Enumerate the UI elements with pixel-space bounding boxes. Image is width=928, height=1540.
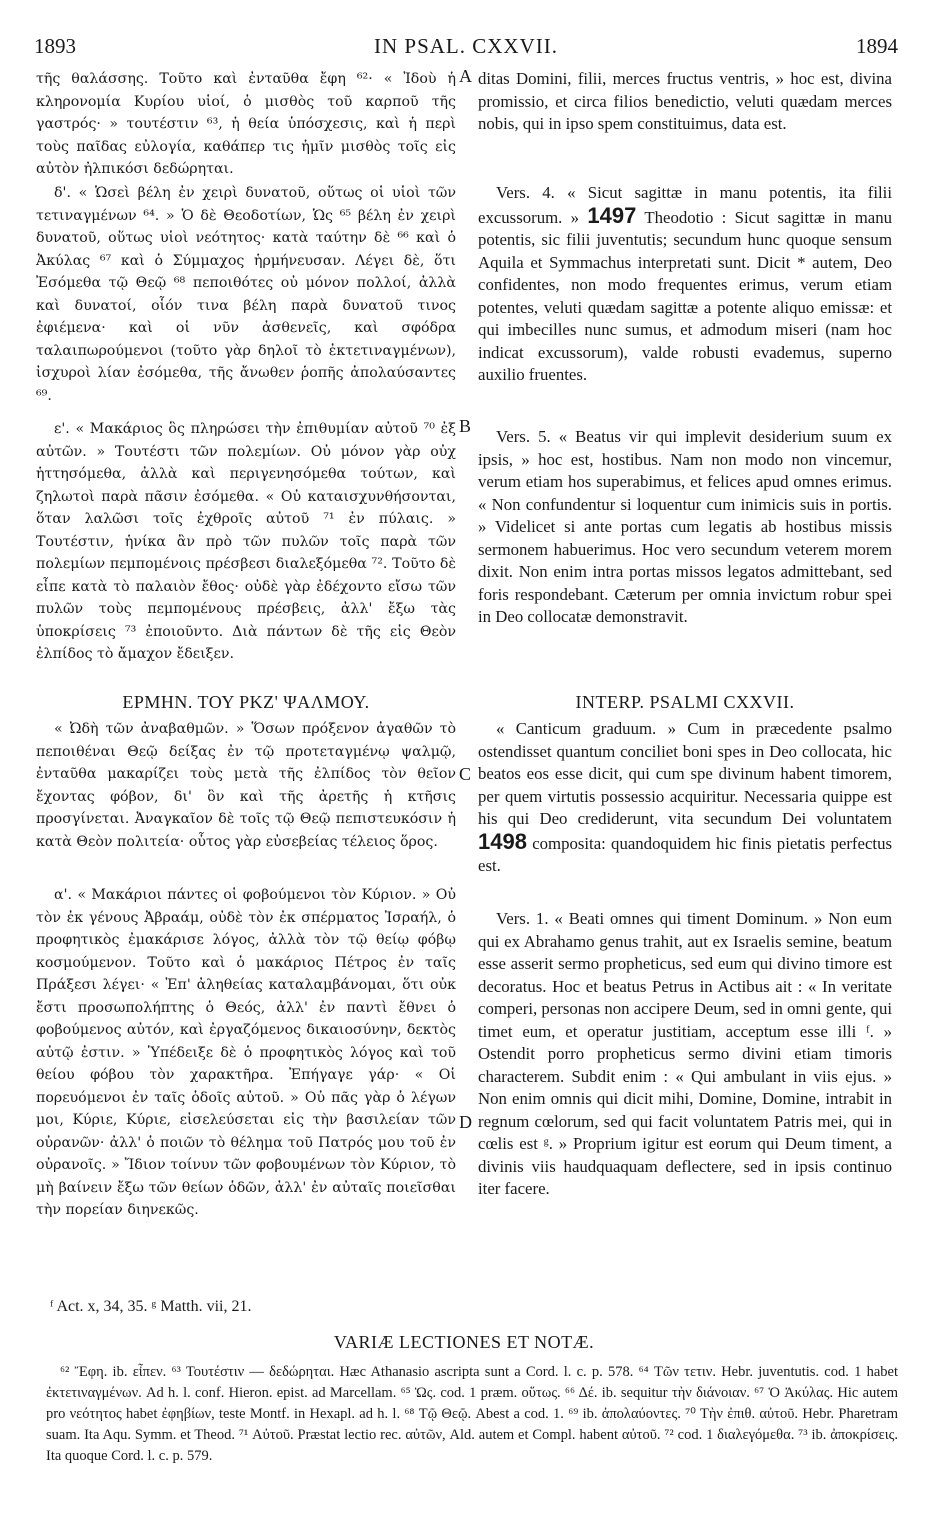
notes-heading: VARIÆ LECTIONES ET NOTÆ. bbox=[333, 1332, 595, 1352]
margin-mark-b: B bbox=[459, 416, 472, 436]
right-page-number: 1894 bbox=[856, 34, 898, 58]
latin-paragraph-intro bbox=[478, 718, 892, 878]
greek-paragraph-intro: « Ὠδὴ τῶν ἀναβαθμῶν. » Ὅσων πρόξενον ἀγαθῶν τὸ πεποιθέναι Θεῷ δείξας ἐν τῷ προτεταγμένῳ ψαλμῷ, ἐνταῦθα μακαρίζει τοὺς μετὰ τῆς ἐλπίδος τὸν θεῖον ἔχοντας φόβον, δι' ὃν καὶ τῆς ἀρετῆς ἡ κτῆσις προσγίνεται. Ἀναγκαῖον δὲ τοῖς τῷ Θεῷ πεπιστευκόσιν ἡ κατὰ Θεὸν πολιτεία· οὗτος γὰρ εὐσεβείας τέλειος ὅρος. bbox=[36, 721, 456, 850]
notes-text: ⁶² Ἔφη. ib. εἶπεν. ⁶³ Τουτέστιν — δεδώρηται. Hæc Athanasio ascripta sunt a Cord. l. c. p. 578. ⁶⁴ Τῶν τετιν. Hebr. juventutis. cod. 1 habet ἐκτετιναγμένων. Ad h. l. conf. Hieron. epist. ad Marcellam. ⁶⁵ Ὡς. cod. 1 præm. οὕτως. ⁶⁶ Δέ. ib. sequitur τὴν διάνοιαν. ⁶⁷ Ὁ Ἀκύλας. Hic autem pro νεότητος habet ἐφηβίων, teste Montf. in Hexapl. ad h. l. ⁶⁸ Τῷ Θεῷ. Abest a cod. 1. ⁶⁹ ib. ἀπολαύοντες. ⁷⁰ Τὴν ἐπιθ. αὐτοῦ. Hebr. Pharetram suam. Ita Aqu. Symm. et Theod. ⁷¹ Αὐτοῦ. Præstat lectio rec. αὐτῶν, Ald. autem et Compl. habent αὐτοῦ. ⁷² cod. 1 διαλεγόμεθα. ⁷³ ib. ἀποκρίσεις. Ita quoque Cord. l. c. p. 579. bbox=[46, 1364, 898, 1464]
greek-paragraph-1: τῆς θαλάσσης. Τοῦτο καὶ ἐνταῦθα ἔφη ⁶²· « Ἰδοὺ ἡ κληρονομία Κυρίου υἱοί, ὁ μισθὸς τοῦ καρποῦ τῆς γαστρός· » τουτέστιν ⁶³, ἡ θεία ὑπόσχεσις, καὶ ἡ περὶ τοὺς παῖδας εὐλογία, καθάπερ τις ἡμῖν μισθὸς τοῖς εἰς αὐτὸν ἠλπικόσι δεδώρηται. bbox=[36, 71, 456, 177]
greek-paragraph-verse-5: ε'. « Μακάριος ὃς πληρώσει τὴν ἐπιθυμίαν αὐτοῦ ⁷⁰ ἐξ αὐτῶν. » Τουτέστι τῶν πολεμίων. Οὐ μόνον γὰρ οὐχ ἡττησόμεθα, ἀλλὰ καὶ περιγενησόμεθα τούτων, καὶ ζηλωτοὶ παρὰ πᾶσιν ἐσόμεθα. « Οὐ καταισχυνθήσονται, ὅταν λαλῶσι τοῖς ἐχθροῖς αὐτοῦ ⁷¹ ἐν πύλαις. » Τουτέστιν, ἡνίκα ἂν πρὸ τῶν πυλῶν τοῖς παρὰ τῶν πολεμίων πεμπομένοις πρέσβεσι διαλεξόμεθα ⁷². Τοῦτο δὲ εἶπε κατὰ τὸ παλαιὸν ἔθος· οὐδὲ γὰρ ἐδέχοντο εἴσω τῶν πυλῶν τοὺς πεμπομένους πρέσβεις, ἀλλ' ἔξω τὰς ὑποκρίσεις ⁷³ ἐποιοῦντο. Διὰ πάντων δὲ τῆς εἰς Θεὸν ἐλπίδος τὸ ἄμαχον ἔδειξεν. bbox=[36, 421, 456, 662]
running-header bbox=[34, 34, 898, 60]
latin-paragraph-1: ditas Domini, filii, merces fructus ventris, » hoc est, divina promissio, et circa filios benedictio, veluti quædam merces nobis, qui in ipso spem constituimus, data est. bbox=[478, 69, 892, 133]
latin-psalm-heading: INTERP. PSALMI CXXVII. bbox=[575, 692, 795, 712]
latin-intro-text-end: composita: quandoquidem hic finis pietatis perfectus est. bbox=[478, 833, 892, 875]
column-number-1498: 1498 bbox=[478, 828, 527, 854]
latin-verse-4-lemma: Vers. 4. « Sicut sagittæ in manu potentis, ita filii excussorum. » bbox=[478, 183, 892, 227]
latin-paragraph-verse-5: Vers. 5. « Beatus vir qui implevit desiderium suum ex ipsis, » hoc est, hostibus. Nam non modo non vincemur, verum etiam hos superabimus, et felices apud omnes erimus. « Non confundentur si loquentur cum inimicis suis in portis. » Videlicet si ante portas cum legatis ab hostibus missis sermonem habuerimus. Hoc vero secundum veterem morem dixit. Non enim intra portas missos legatos admittebant, sed foris respondebant. Cæterum per omnia invictum robur spei in Deo collocatæ demonstravit. bbox=[478, 427, 892, 626]
page-title: IN PSAL. CXXVII. bbox=[374, 34, 558, 58]
footnote-references: ᶠ Act. x, 34, 35. ᵍ Matth. vii, 21. bbox=[50, 1298, 252, 1315]
latin-paragraph-verse-4 bbox=[478, 182, 892, 387]
latin-paragraph-verse-1: Vers. 1. « Beati omnes qui timent Dominum. » Non eum qui ex Abrahamo genus trahit, aut ex Israelis semine, beatum esse asserit sermo propheticus, sed eum qui divino timore est decoratus. Hoc et beatus Petrus in Actibus ait : « In veritate comperi, personas non accipere Deum, sed in omni gente, qui timet eum, et operatur justitiam, acceptum esse illi ᶠ. » Ostendit porro propheticus sermo divini etiam timoris characterem. Subdit enim : « Qui ambulant in viis ejus. » Non enim omnis qui dicit mihi, Domine, Domine, intrabit in regnum cœlorum, sed qui facit voluntatem Patris mei, qui in cœlis est ᵍ. » Proprium igitur est eorum qui Deum timent, a divinis viis haudquaquam deflectere, sed in ipsis continuo iter facere. bbox=[478, 909, 892, 1198]
column-number-1497: 1497 bbox=[587, 202, 637, 228]
greek-paragraph-verse-1: α'. « Μακάριοι πάντες οἱ φοβούμενοι τὸν Κύριον. » Οὐ τὸν ἐκ γένους Ἀβραάμ, οὐδὲ τὸν ἐκ σπέρματος Ἰσραήλ, ὁ προφητικὸς ἐμακάρισε λόγος, ἀλλὰ τὸν τῷ θείῳ φόβῳ κοσμούμενον. Τοῦτο καὶ ὁ μακάριος Πέτρος ἐν ταῖς Πράξεσι λέγει· « Ἐπ' ἀληθείας καταλαμβάνομαι, ὅτι οὐκ ἔστι προσωπολήπτης ὁ Θεός, ἀλλ' ἐν παντὶ ἔθνει ὁ φοβούμενος αὐτόν, καὶ ἐργαζόμενος δικαιοσύνην, δεκτὸς αὐτῷ ἐστιν. » Ὑπέδειξε δὲ ὁ προφητικὸς λόγος καὶ τοῦ θείου φόβου τὸν χαρακτῆρα. Ἐπήγαγε γάρ· « Οἱ πορευόμενοι ἐν ταῖς ὁδοῖς αὐτοῦ. » Οὐ πᾶς γὰρ ὁ λέγων μοι, Κύριε, Κύριε, εἰσελεύσεται εἰς τὴν βασιλείαν τῶν οὐρανῶν· ἀλλ' ὁ ποιῶν τὸ θέλημα τοῦ Πατρός μου τοῦ ἐν οὐρανοῖς. » Ἴδιον τοίνυν τῶν φοβουμένων τὸν Κύριον, τὸ μὴ βαίνειν ἔξω τῶν θείων ὁδῶν, ἀλλ' ἐν αὐταῖς ποιεῖσθαι τὴν πορείαν διηνεκῶς. bbox=[36, 887, 456, 1218]
greek-psalm-heading: ΕΡΜΗΝ. ΤΟΥ ΡΚΖ' ΨΑΛΜΟΥ. bbox=[122, 692, 370, 712]
greek-paragraph-verse-4: δ'. « Ὡσεὶ βέλη ἐν χειρὶ δυνατοῦ, οὕτως οἱ υἱοὶ τῶν τετιναγμένων ⁶⁴. » Ὁ δὲ Θεοδοτίων, Ὡς ⁶⁵ βέλη ἐν χειρὶ δυνατοῦ, οὕτως υἱοὶ νεότητος· κατὰ ταύτην δὲ ⁶⁶ καὶ ὁ Ἀκύλας ⁶⁷ καὶ ὁ Σύμμαχος ἡρμήνευσαν. Λέγει δὲ, ὅτι Ἐσόμεθα τῷ Θεῷ ⁶⁸ πεποιθότες οὐ μόνον πολλοί, ἀλλὰ καὶ δυνατοί, οἷόν τινα βέλη παρὰ δυνατοῦ τινος ἐφιέμενα· καὶ οἱ νῦν ἀσθενεῖς, καὶ σφόδρα ταλαιπωρούμενοι (τοῦτο γὰρ δηλοῖ τὸ ἐκτετιναγμένων), ἰσχυροὶ λίαν ἐσόμεθα, τῆς ἄνωθεν ῥοπῆς ἀπολαύσαντες ⁶⁹. bbox=[36, 185, 456, 404]
latin-verse-4-text: Theodotio : Sicut sagittæ in manu potentis, sic filii juventutis; secundum hunc quoque sensum Aquila et Symmachus interpretati sunt. Dicit * autem, Deo confidentes, non modo frequentes erimus, verum etiam potentes, veluti quædam sagittæ a potente aliquo emissæ: et qui imbecilles nunc sumus, et admodum miseri (nam hoc indicat excussorum), valde robusti evademus, superno auxilio fruentes. bbox=[478, 207, 892, 384]
margin-mark-c: C bbox=[459, 764, 472, 784]
latin-intro-text: « Canticum graduum. » Cum in præcedente psalmo ostendisset quantum conciliet boni spes in Deo collocata, hic beatos eos esse dicit, qui cum spe divinum habent timorem, per quem virtutis possessio acquiritur. Necessaria quippe est his qui Deo crediderunt, vita secundum Dei voluntatem bbox=[478, 719, 892, 828]
margin-mark-a: A bbox=[459, 66, 472, 86]
left-page-number: 1893 bbox=[34, 34, 76, 58]
margin-mark-d: D bbox=[459, 1112, 472, 1132]
